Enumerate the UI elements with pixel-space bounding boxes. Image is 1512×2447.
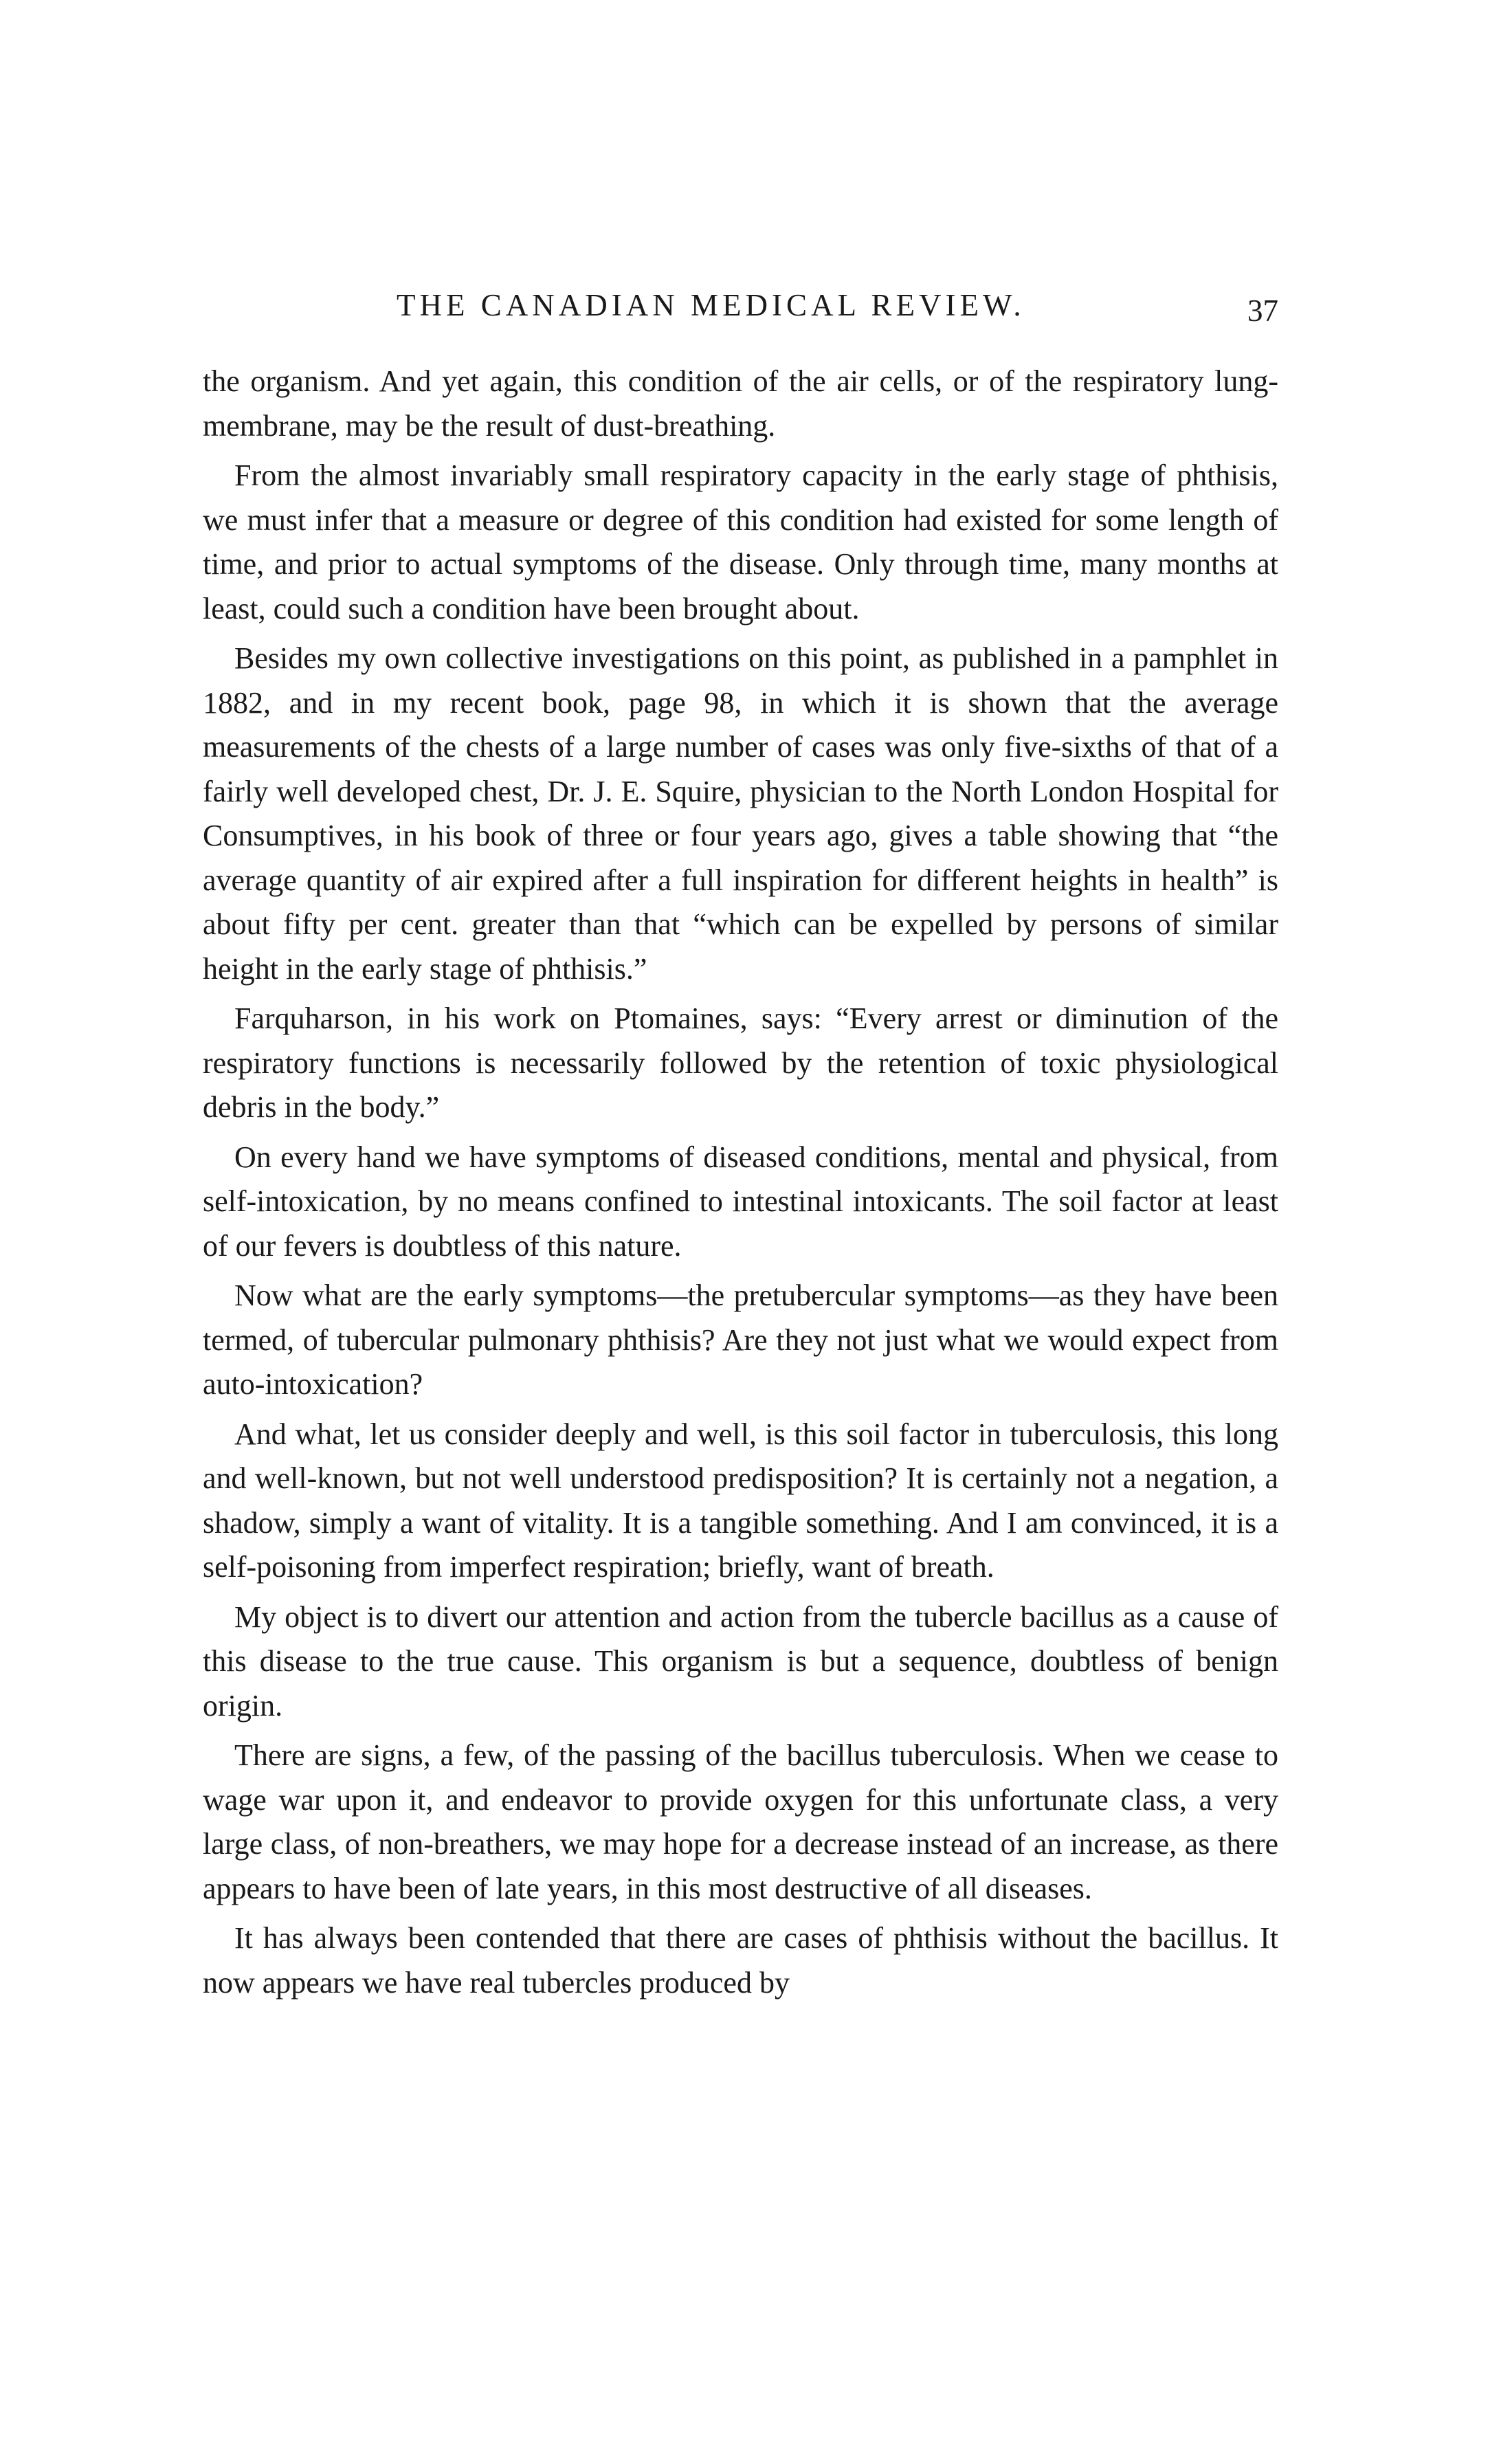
- paragraph-signs: There are signs, a few, of the passing of the bacillus tuberculosis. When we cease to wage war upon it, and endeavor to provide oxygen for this unfortunate class, a very large class, of non-breathers, we may hope for a decrease instead of an increase, as there appears to have been of late years, in this most destructive of all diseases.: [203, 1738, 1278, 1905]
- running-head: THE CANADIAN MEDICAL REVIEW.: [397, 288, 1025, 322]
- page-number: 37: [1247, 294, 1278, 328]
- paragraph-early-symptoms: Now what are the early symptoms—the pretubercular symptoms—as they have been termed, of tubercular pulmonary phthisis? Are they not just what we would expect from auto-intoxication?: [203, 1278, 1278, 1401]
- page-header: [203, 287, 1278, 329]
- paragraph-continuation: the organism. And yet again, this condition of the air cells, or of the respiratory lung-membrane, may be the result of dust-breathing.: [203, 364, 1278, 443]
- paragraph-object: My object is to divert our attention and action from the tubercle bacillus as a cause of this disease to the true cause. This organism is but a sequence, doubtless of benign origin.: [203, 1599, 1278, 1723]
- paragraph-self-intoxication: On every hand we have symptoms of diseased conditions, mental and physical, from self-intoxication, by no means confined to intestinal intoxicants. The soil factor at least of our fevers is doubtless of this nature.: [203, 1140, 1278, 1263]
- paragraph-farquharson-quote: Farquharson, in his work on Ptomaines, says: “Every arrest or diminution of the respiratory functions is necessarily followed by the retention of toxic physiological debris in the body.”: [203, 1001, 1278, 1124]
- paragraph-without-bacillus: It has always been contended that there are cases of phthisis without the bacillus. It now appears we have real tubercles produced by: [203, 1921, 1278, 2000]
- paragraph-squire-table: Besides my own collective investigations on this point, as published in a pamphlet in 1882, and in my recent book, page 98, in which it is shown that the average measurements of the chests of a large number of cases was only five-sixths of that of a fairly well developed chest, Dr. J. E. Squire, physician to the North London Hospital for Consumptives, in his book of three or four years ago, gives a table showing that “the average quantity of air expired after a full inspiration for different heights in health” is about fifty per cent. greater than that “which can be expelled by persons of similar height in the early stage of phthisis.”: [203, 641, 1278, 986]
- body-text: [203, 359, 1278, 2011]
- paragraph-respiratory-capacity: From the almost invariably small respiratory capacity in the early stage of phthisis, we must infer that a measure or degree of this condition had existed for some length of time, and prior to actual symptoms of the disease. Only through time, many months at least, could such a condition have been brought about.: [203, 458, 1278, 625]
- paragraph-soil-factor: And what, let us consider deeply and well, is this soil factor in tuberculosis, this long and well-known, but not well understood predisposition? It is certainly not a negation, a shadow, simply a want of vitality. It is a tangible something. And I am convinced, it is a self-poisoning from imperfect respiration; briefly, want of breath.: [203, 1417, 1278, 1584]
